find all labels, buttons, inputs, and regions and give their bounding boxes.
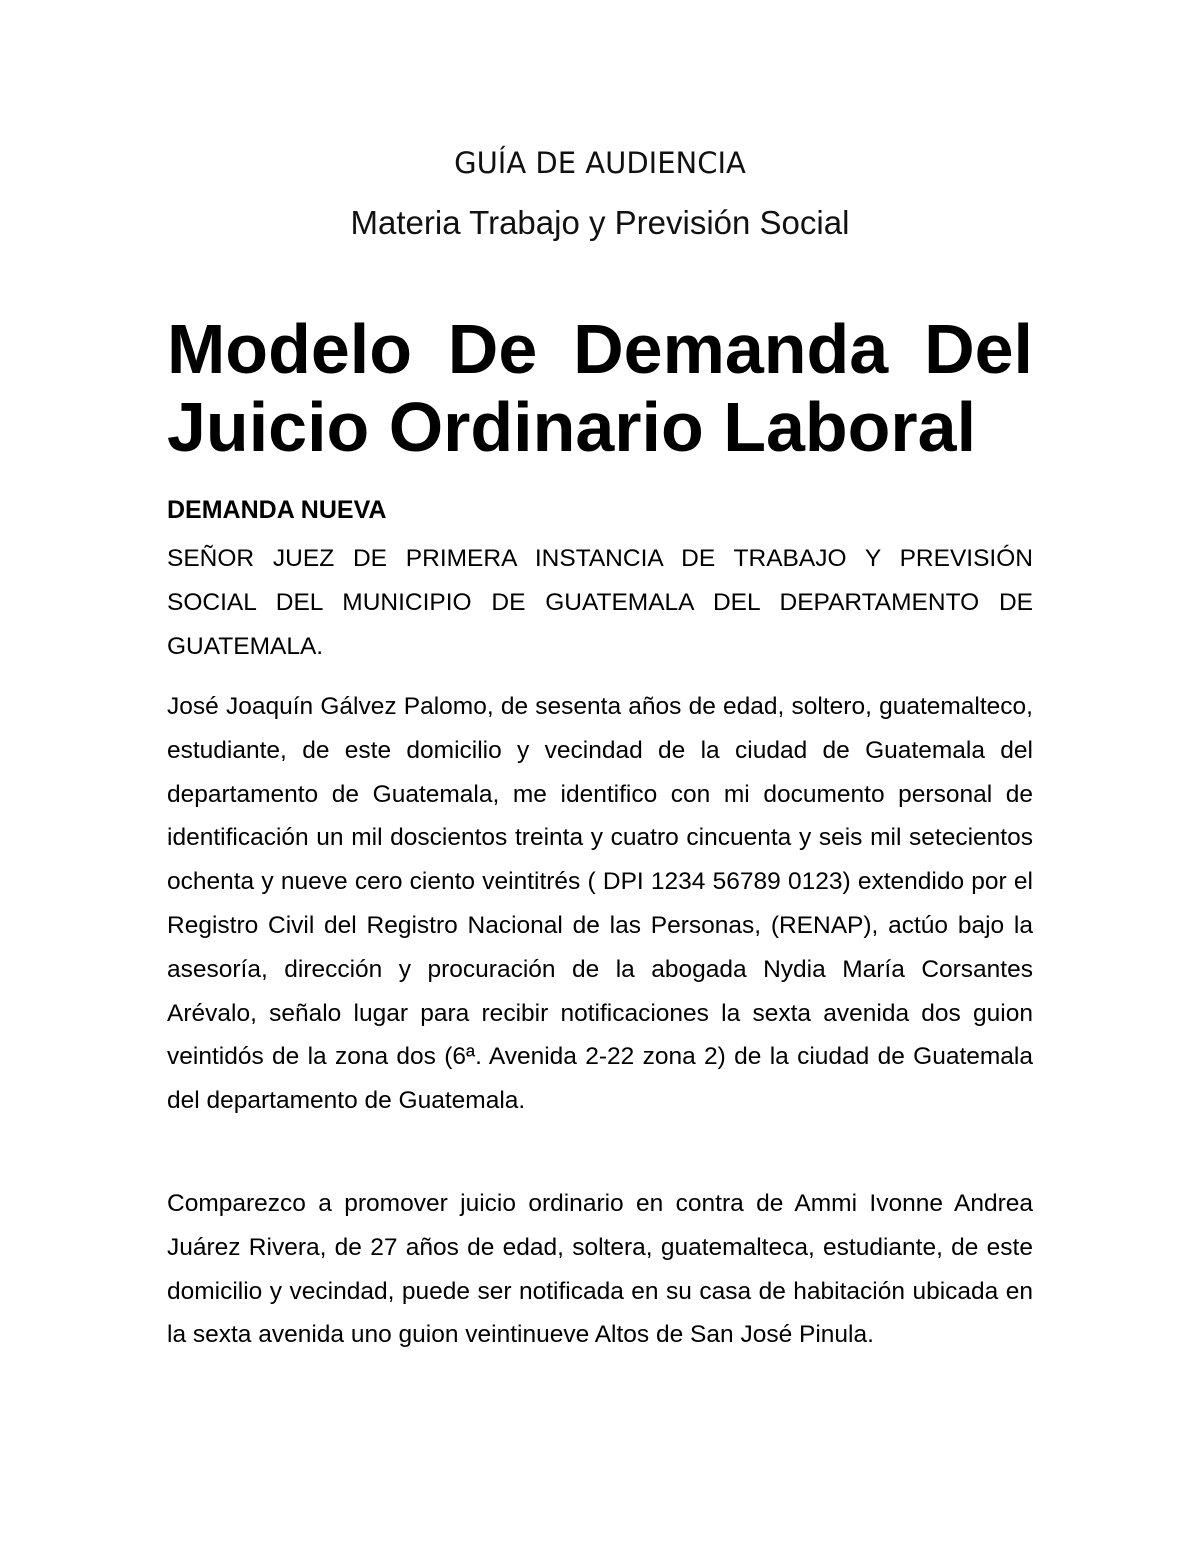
addressee-paragraph: SEÑOR JUEZ DE PRIMERA INSTANCIA DE TRABAJO Y PREVISIÓN SOCIAL DEL MUNICIPIO DE GUATEMALA DEL DEPARTAMENTO DE GUATEMALA. [167,545,1033,660]
document-kicker: GUÍA DE AUDIENCIA [454,146,746,180]
claim-paragraph: Comparezco a promover juicio ordinario en contra de Ammi Ivonne Andrea Juárez Rivera, de 27 años de edad, soltera, guatemalteca, estudiante, de este domicilio y vecindad, puede ser notificada en su casa de habitación ubicada en la sexta avenida uno guion veintinueve Altos de San José Pinula. [167,1190,1033,1349]
document-subject: Materia Trabajo y Previsión Social [350,204,850,241]
document-title [167,310,1033,466]
title-line-1: Modelo De Demanda Del [167,310,1033,388]
title-line-2: Juicio Ordinario Laboral [167,388,977,466]
section-label: DEMANDA NUEVA [167,496,387,524]
intro-paragraph: José Joaquín Gálvez Palomo, de sesenta años de edad, soltero, guatemalteco, estudiante, de este domicilio y vecindad de la ciudad de Guatemala del departamento de Guatemala, me identifico con mi documento personal de identificación un mil doscientos treinta y cuatro cincuenta y seis mil setecientos ochenta y nueve cero ciento veintitrés ( DPI 1234 56789 0123) extendido por el Registro Civil del Registro Nacional de las Personas, (RENAP), actúo bajo la asesoría, dirección y procuración de la abogada Nydia María Corsantes Arévalo, señalo lugar para recibir notificaciones la sexta avenida dos guion veintidós de la zona dos (6ª. Avenida 2-22 zona 2) de la ciudad de Guatemala del departamento de Guatemala. [167,693,1033,1115]
